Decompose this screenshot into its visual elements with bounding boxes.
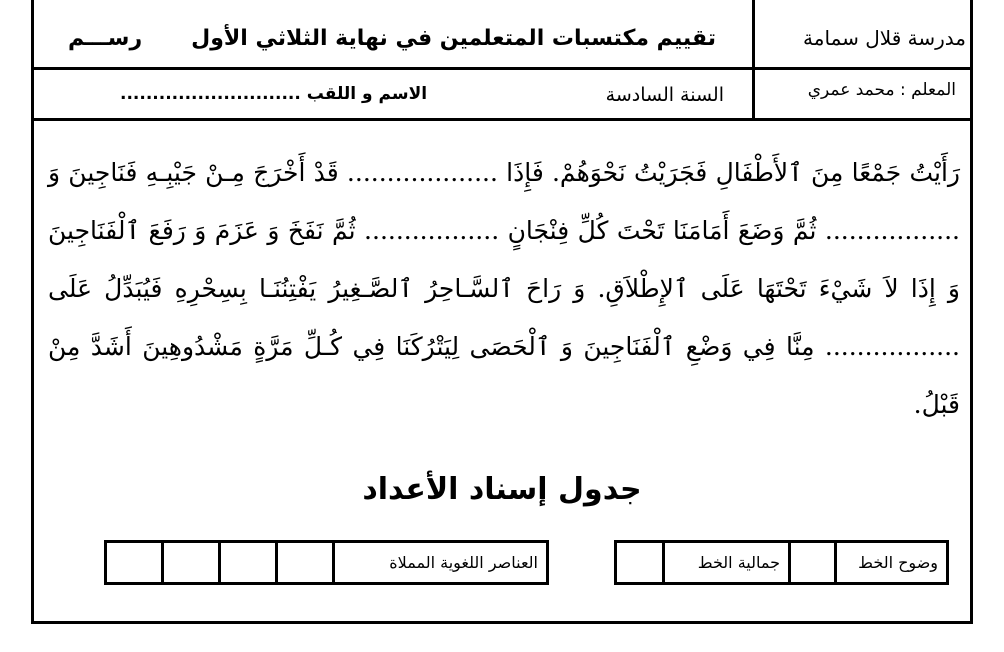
- criterion-label: وضوح الخط: [836, 542, 948, 584]
- dictation-passage: رَأَيْتُ جَمْعًا مِنَ ٱلأَطْفَالِ فَجَرَيْتُ نَحْوَهُمْ. فَإِذَا ................... قَدْ أَخْرَجَ مِـنْ جَيْبِـهِ فَنَاجِينَ وَ ................. ثُمَّ وَضَعَ أَمَامَنَا تَحْتَ كُلِّ فِنْجَانٍ ................. ثُمَّ نَفَخَ وَ عَزَمَ وَ رَفَعَ ٱلْفَنَاجِينَ وَ إِذَا لاَ شَيْءَ تَحْتَهَا عَلَى ٱلإِطْلاَقِ. وَ رَاحَ ٱلسَّـاحِرُ ٱلصَّـغِيرُ يَفْتِنُنَـا بِسِحْرِهِ فَيُبَدِّلُ عَلَى ................. مِنَّا فِي وَضْعِ ٱلْفَنَاجِينَ وَ ٱلْحَصَى لِيَتْرُكَنَا فِي كُـلِّ مَرَّةٍ مَشْدُوهِينَ أَشَدَّ مِنْ قَبْلُ.: [48, 158, 960, 419]
- criterion-label: العناصر اللغوية المملاة: [334, 542, 548, 584]
- student-name-field[interactable]: الاسم و اللقب ............................: [120, 84, 428, 104]
- score-box[interactable]: [616, 542, 664, 584]
- grade-level: السنة السادسة: [605, 84, 724, 106]
- score-box[interactable]: [220, 542, 277, 584]
- grading-table-language: [104, 540, 549, 585]
- score-box[interactable]: [163, 542, 220, 584]
- grading-table-handwriting: [614, 540, 949, 585]
- header-rule-bottom: [31, 118, 973, 121]
- subject-label: رســـم: [68, 26, 143, 51]
- score-box[interactable]: [277, 542, 334, 584]
- score-box[interactable]: [790, 542, 836, 584]
- criterion-label: جمالية الخط: [664, 542, 790, 584]
- teacher-name: المعلم : محمد عمري: [807, 80, 956, 100]
- page-title: تقييم مكتسبات المتعلمين في نهاية الثلاثي الأول: [191, 26, 716, 51]
- score-box[interactable]: [106, 542, 163, 584]
- header-rule-top: [31, 67, 973, 70]
- grading-table-title: جدول إسناد الأعداد: [362, 472, 642, 507]
- header-divider: [752, 0, 755, 120]
- school-name: مدرسة قلال سمامة: [803, 26, 966, 50]
